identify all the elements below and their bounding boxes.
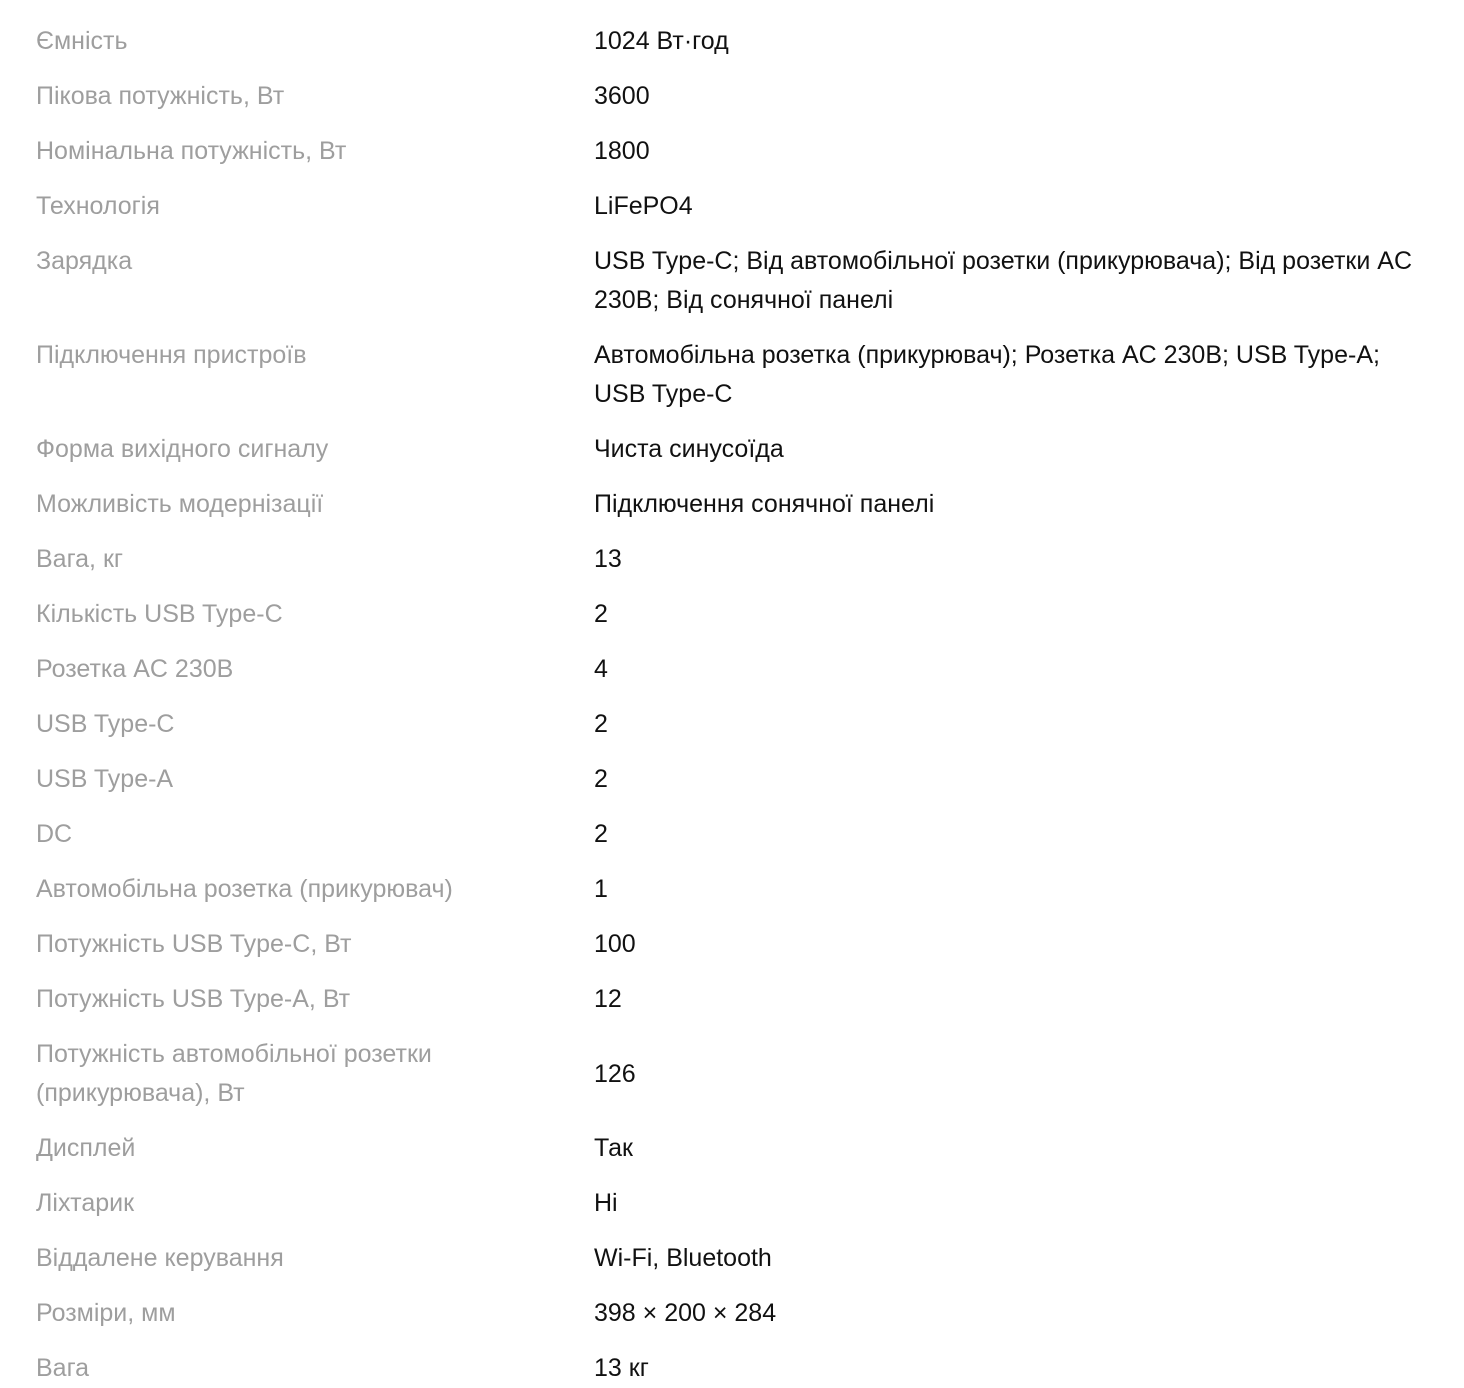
spec-row — [0, 925, 1464, 964]
spec-value: 13 кг — [594, 1354, 649, 1382]
spec-label: Автомобільна розетка (прикурювач) — [36, 875, 453, 903]
spec-label: Розетка AC 230B — [36, 655, 234, 683]
spec-label: Підключення пристроїв — [36, 341, 307, 369]
spec-value: Автомобільна розетка (прикурювач); Розетка AC 230B; USB Type-A; USB Type-C — [594, 341, 1380, 408]
spec-row — [0, 485, 1464, 524]
spec-label: Потужність автомобільної розетки (прикурювача), Вт — [36, 1040, 432, 1107]
spec-row — [0, 1294, 1464, 1333]
spec-value: 13 — [594, 545, 622, 573]
spec-row — [0, 336, 1464, 414]
spec-label: DC — [36, 820, 73, 848]
spec-label: USB Type-A — [36, 765, 174, 793]
spec-value: 12 — [594, 985, 622, 1013]
spec-label: Можливість модернізації — [36, 490, 324, 518]
spec-value: USB Type-C; Від автомобільної розетки (прикурювача); Від розетки AC 230B; Від сонячної панелі — [594, 247, 1412, 314]
spec-value: 100 — [594, 930, 636, 958]
spec-label: USB Type-C — [36, 710, 175, 738]
spec-label: Номінальна потужність, Вт — [36, 137, 347, 165]
spec-row — [0, 870, 1464, 909]
spec-row — [0, 595, 1464, 634]
spec-row — [0, 540, 1464, 579]
spec-row — [0, 1129, 1464, 1168]
spec-label: Форма вихідного сигналу — [36, 435, 329, 463]
spec-label: Дисплей — [36, 1134, 136, 1162]
spec-row — [0, 760, 1464, 799]
spec-value: 126 — [594, 1059, 636, 1088]
spec-row — [0, 1239, 1464, 1278]
spec-value: 1800 — [594, 137, 650, 165]
spec-label: Зарядка — [36, 247, 133, 275]
spec-row — [0, 77, 1464, 116]
spec-label: Пікова потужність, Вт — [36, 82, 285, 110]
spec-label: Вага, кг — [36, 545, 123, 573]
spec-value: 2 — [594, 765, 608, 793]
spec-value: Підключення сонячної панелі — [594, 490, 935, 518]
spec-label: Ліхтарик — [36, 1189, 135, 1217]
spec-value: Wi-Fi, Bluetooth — [594, 1244, 772, 1272]
spec-value: Чиста синусоїда — [594, 435, 784, 463]
spec-value: 4 — [594, 655, 608, 683]
spec-value: LiFePO4 — [594, 192, 693, 220]
spec-value: Так — [594, 1134, 633, 1162]
spec-value: 3600 — [594, 82, 650, 110]
spec-label: Кількість USB Type-C — [36, 600, 283, 628]
spec-row — [0, 187, 1464, 226]
spec-label: Потужність USB Type-A, Вт — [36, 985, 351, 1013]
spec-row — [0, 430, 1464, 469]
spec-row — [0, 1184, 1464, 1223]
spec-label: Потужність USB Type-C, Вт — [36, 930, 352, 958]
spec-label: Віддалене керування — [36, 1244, 284, 1272]
spec-value: 1024 Вт·год — [594, 27, 729, 55]
spec-label: Вага — [36, 1354, 90, 1382]
spec-value: 2 — [594, 710, 608, 738]
spec-value: 2 — [594, 600, 608, 628]
spec-row — [0, 705, 1464, 744]
spec-row — [0, 1349, 1464, 1388]
spec-row — [0, 1035, 1464, 1113]
spec-row — [0, 242, 1464, 320]
spec-label: Технологія — [36, 192, 160, 220]
spec-label: Розміри, мм — [36, 1299, 176, 1327]
spec-value: 2 — [594, 820, 608, 848]
spec-row — [0, 650, 1464, 689]
spec-row — [0, 815, 1464, 854]
spec-value: 1 — [594, 875, 608, 903]
spec-row — [0, 132, 1464, 171]
spec-value: 398 × 200 × 284 — [594, 1299, 777, 1327]
spec-value: Ні — [594, 1189, 618, 1217]
spec-row — [0, 980, 1464, 1019]
spec-label: Ємність — [36, 27, 128, 55]
spec-row — [0, 22, 1464, 61]
